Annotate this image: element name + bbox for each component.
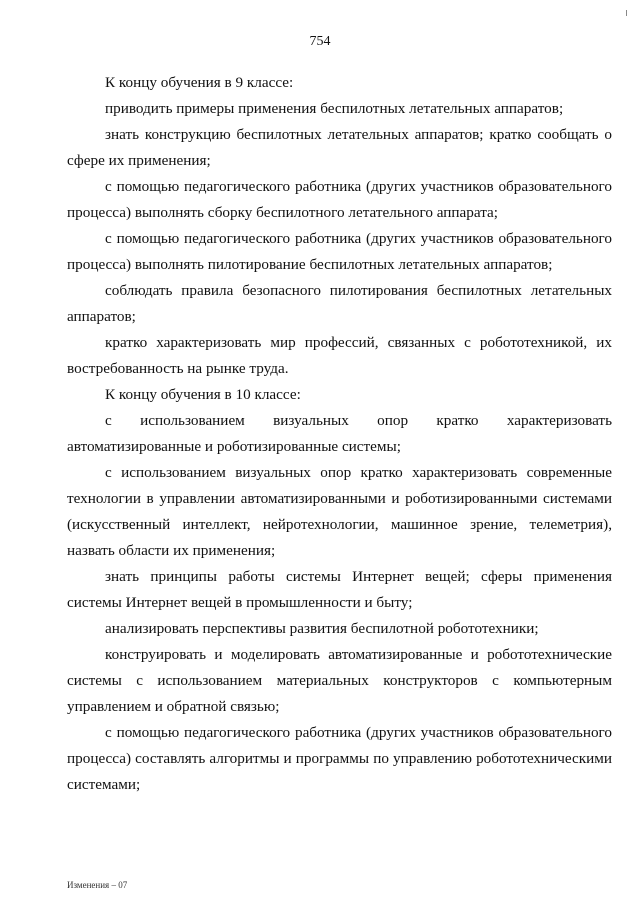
list-item: соблюдать правила безопасного пилотирования беспилотных летательных аппаратов; bbox=[67, 282, 612, 325]
list-item: конструировать и моделировать автоматизированные и робототехнические системы с использованием материальных конструкторов с компьютерным управлением и обратной связью; bbox=[67, 646, 612, 715]
list-item: знать конструкцию беспилотных летательных аппаратов; кратко сообщать о сфере их применения; bbox=[67, 126, 612, 169]
footer-revision: Изменения – 07 bbox=[67, 880, 128, 890]
heading-grade-9: К концу обучения в 9 классе: bbox=[105, 74, 294, 91]
list-item: кратко характеризовать мир профессий, связанных с робототехникой, их востребованность на рынке труда. bbox=[67, 334, 612, 377]
list-item: знать принципы работы системы Интернет вещей; сферы применения системы Интернет вещей в промышленности и быту; bbox=[67, 568, 612, 611]
list-item: с помощью педагогического работника (других участников образовательного процесса) составлять алгоритмы и программы по управлению робототехническими системами; bbox=[67, 724, 612, 793]
page-body bbox=[67, 70, 612, 798]
page-number: 754 bbox=[309, 34, 331, 49]
list-item: с использованием визуальных опор кратко характеризовать современные технологии в управлении автоматизированными и роботизированными системами (искусственный интеллект, нейротехнологии, машинное зрение, телеметрия), назвать области их применения; bbox=[67, 464, 612, 559]
list-item: анализировать перспективы развития беспилотной робототехники; bbox=[105, 620, 539, 637]
list-item: приводить примеры применения беспилотных летательных аппаратов; bbox=[105, 100, 564, 117]
list-item: с использованием визуальных опор кратко характеризовать автоматизированные и роботизированные системы; bbox=[67, 412, 612, 455]
list-item: с помощью педагогического работника (других участников образовательного процесса) выполнять пилотирование беспилотных летательных аппаратов; bbox=[67, 230, 612, 273]
heading-grade-10: К концу обучения в 10 классе: bbox=[105, 386, 301, 403]
list-item: с помощью педагогического работника (других участников образовательного процесса) выполнять сборку беспилотного летательного аппарата; bbox=[67, 178, 612, 221]
scan-mark bbox=[626, 10, 627, 16]
